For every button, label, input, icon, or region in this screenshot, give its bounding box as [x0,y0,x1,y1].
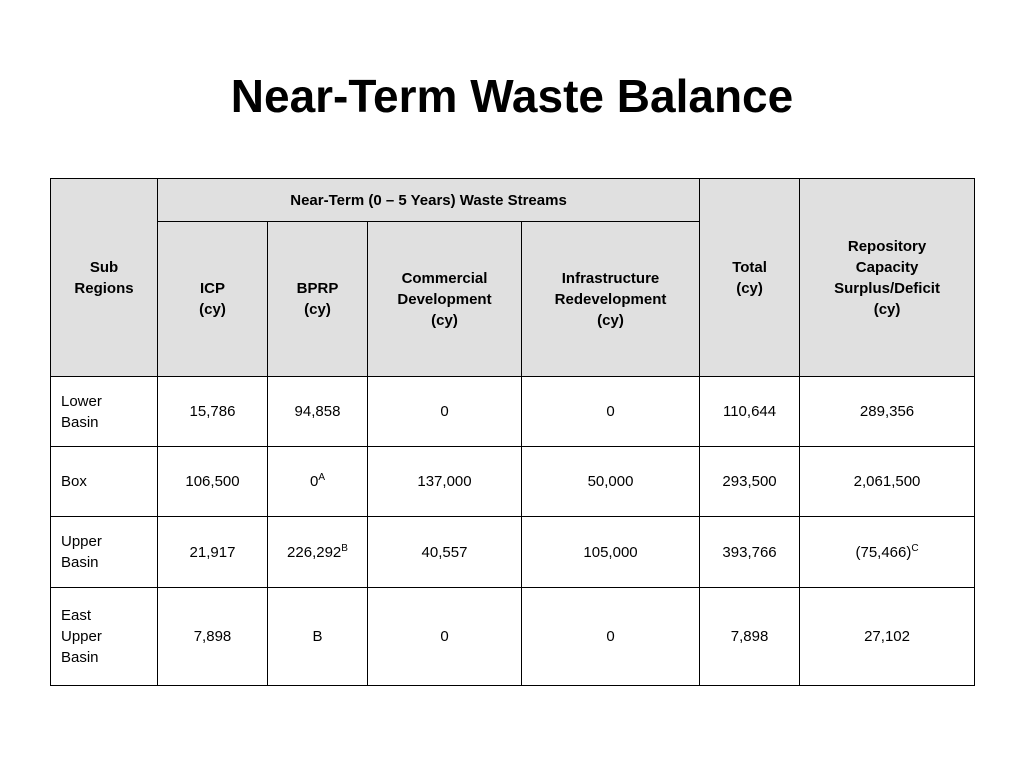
table-row-east-upper-basin [51,588,975,686]
repository-value: 27,102 [864,628,910,645]
table-header [51,179,975,377]
repository-cell [800,447,975,517]
header-repository-line: Surplus/Deficit [834,279,940,297]
region-cell [51,588,158,686]
bprp-cell [268,517,368,588]
region-label-line: Basin [61,413,99,431]
commercial-cell: 0 [368,377,522,447]
bprp-cell [268,447,368,517]
repository-value: (75,466) [855,543,912,561]
infrastructure-cell: 0 [522,588,700,686]
infrastructure-cell: 105,000 [522,517,700,588]
footnote-marker: C [911,542,919,554]
commercial-cell: 137,000 [368,447,522,517]
region-label-line: Lower [61,392,102,410]
header-icp [158,222,268,377]
header-commercial-development [368,222,522,377]
total-cell: 7,898 [700,588,800,686]
infrastructure-cell: 50,000 [522,447,700,517]
total-cell: 110,644 [700,377,800,447]
header-bprp-line: (cy) [304,301,331,318]
bprp-value: 94,858 [294,403,341,420]
repository-cell [800,588,975,686]
header-icp-line: (cy) [199,301,226,318]
icp-cell: 106,500 [158,447,268,517]
header-bprp [268,222,368,377]
region-cell [51,517,158,588]
bprp-cell [268,377,368,447]
page-title: Near-Term Waste Balance [230,70,794,122]
region-label-line: Basin [61,554,99,571]
header-sub-regions-line: Regions [74,279,134,297]
header-infrastructure-line: (cy) [597,311,624,329]
header-icp-line: ICP [199,280,225,297]
header-commercial-line: (cy) [431,311,458,329]
header-commercial-line: Commercial [401,269,488,287]
header-repository-capacity [800,179,975,377]
header-waste-streams-group: Near-Term (0 – 5 Years) Waste Streams [158,179,700,222]
header-sub-regions-line: Sub [89,258,119,276]
header-infrastructure-redevelopment [522,222,700,377]
region-label-line: Upper [61,628,102,645]
bprp-value: B [312,628,323,645]
header-infrastructure-line: Redevelopment [554,290,667,308]
icp-cell: 15,786 [158,377,268,447]
header-repository-line: Repository [847,237,927,255]
header-group-row [51,179,975,222]
header-repository-line: (cy) [873,300,901,318]
footnote-marker: B [341,542,348,554]
icp-cell: 7,898 [158,588,268,686]
region-cell [51,447,158,517]
bprp-value: 226,292 [287,543,342,561]
header-repository-line: Capacity [855,258,919,276]
total-cell: 293,500 [700,447,800,517]
region-label-line: Upper [61,533,102,550]
region-label-line: East [61,607,92,624]
infrastructure-cell: 0 [522,377,700,447]
total-cell: 393,766 [700,517,800,588]
waste-balance-table [50,178,975,686]
table-body [51,377,975,686]
repository-cell [800,517,975,588]
repository-value: 2,061,500 [853,473,921,490]
repository-value: 289,356 [859,403,915,420]
footnote-marker: A [318,472,325,483]
header-total-line: (cy) [736,279,763,297]
header-infrastructure-line: Infrastructure [561,269,660,287]
header-bprp-line: BPRP [296,280,339,297]
icp-cell: 21,917 [158,517,268,588]
bprp-value: 0 [309,473,319,490]
header-total [700,179,800,377]
repository-cell [800,377,975,447]
commercial-cell: 40,557 [368,517,522,588]
header-total-line: Total [732,258,767,276]
commercial-cell: 0 [368,588,522,686]
table-row-box [51,447,975,517]
region-cell [51,377,158,447]
region-label-line: Basin [61,649,99,666]
header-commercial-line: Development [397,290,492,308]
region-label-line: Box [61,473,87,490]
table-row-lower-basin [51,377,975,447]
header-sub-regions [51,179,158,377]
table-row-upper-basin [51,517,975,588]
bprp-cell [268,588,368,686]
